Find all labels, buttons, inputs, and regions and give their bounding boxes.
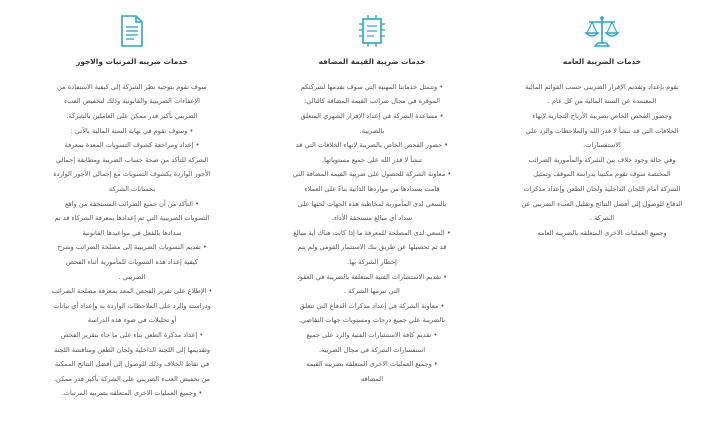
text-line: قامت بسدادها من مواردها الذاتية بناءً على العملاء bbox=[304, 185, 440, 194]
text-line: في نقاط الخلاف وذلك للوصول إلى أفضل النتائج الممكنة bbox=[54, 360, 210, 369]
text-line: • معاونة الشركة للحصول على ضريبة القيمة المضافة التي bbox=[292, 170, 452, 179]
text-line: قد تم تحصيلها عن طريق بنك الاستثمار القومي ولم يتم bbox=[297, 243, 447, 252]
text-line: • تقديم كافة الاستشارات الفنية والرد على جميع bbox=[306, 330, 438, 339]
text-line: الموقرة في مجال ضرائب القيمة المضافة كالتالي: bbox=[304, 97, 440, 106]
text-line: الاستفسارات. bbox=[583, 141, 621, 150]
text-line: الشركة للتأكد من صحة حساب الضريبة ومطابقة إجمالي bbox=[55, 155, 209, 164]
text-line: كيفية إعداد هذه التسويات للمأمورية أثناء الفحص bbox=[66, 258, 198, 266]
text-line: الأجور الواردة بكشوف التسويات مع إجمالي الأجور الواردة bbox=[53, 170, 211, 179]
text-line: وجميع العمليات الاخرى المتعلقه بالضريبه العامه bbox=[537, 228, 667, 237]
text-line: استفسارات الشركة في مجال الضريبة. bbox=[318, 345, 426, 354]
text-line: التسويات الضريبية التي تم إعدادها بمعرفة الشركاء قد تم bbox=[54, 214, 210, 223]
text-line: • مساعدة الشركة في إعداد الإقرار الشهري المتعلق bbox=[300, 112, 444, 121]
text-line: تنشأ لا قدر الله على جميع مستوياتها. bbox=[321, 155, 423, 164]
text-line: الدفاع للوصول إلى أفضل النتائج وتقليل العبء الضريبي عن bbox=[521, 199, 683, 208]
text-line: الضريبي . bbox=[118, 272, 146, 281]
vat-lines bbox=[258, 80, 486, 386]
payroll-tax-services-column bbox=[14, 14, 250, 401]
text-line: بالسعي لدى المأمورية لمخاطبة هذه الجهات لحثها على bbox=[297, 199, 447, 208]
text-line: • وسوف نقوم في نهاية السنة المالية بالآتي : bbox=[70, 126, 194, 135]
text-line: • وتتمثل خدماتنا المهنية التي سوف نقدمها لشركتكم bbox=[300, 82, 444, 91]
text-line: • التأكد من أن جميع الضرائب المستحقة من واقع bbox=[65, 199, 199, 208]
general-tax-title: خدمات الضريبة العامه bbox=[562, 57, 642, 66]
text-line: • إعداد مذكرة الطعن بناء على ما جاء بتقرير الفحص bbox=[60, 330, 204, 339]
text-line: الشركة . bbox=[589, 214, 615, 223]
document-icon bbox=[119, 14, 145, 48]
vat-services-column bbox=[258, 14, 486, 386]
text-line: وفي حالة وجود خلاف بين الشركة والمأمورية الضرائب bbox=[528, 155, 676, 164]
text-line: بالضريبة. bbox=[359, 126, 385, 135]
text-line: • وجميع العمليات الاخرى المتعلقه بضريبه القيمه bbox=[306, 360, 438, 369]
text-line: وتقديمها إلى اللجنة الداخلية ولجان الطعن ومناقشة اللجنة bbox=[53, 345, 211, 354]
text-line: المعتمدة عن السنة المالية من كل عام . bbox=[547, 97, 657, 106]
text-line: • الإطلاع على تقرير الفحص المعد بمعرفة مصلحة الضرائب bbox=[51, 287, 213, 296]
text-line: • تقديم الاستشارات الفنية المتعلقة بالضريبة في العقود bbox=[296, 272, 448, 281]
text-line: من تخفيض العبء الضريبي على الشركة بأكبر قدر ممكن. bbox=[53, 374, 211, 383]
text-line: التي تبرمها الشركة . bbox=[344, 287, 400, 296]
text-line: • حضور الفحص الخاص بالضريبة لإنهاء الخلافات التي قد bbox=[295, 141, 449, 150]
text-line: إخطار الشركة بها. bbox=[347, 258, 397, 266]
text-line: سدادها بالفعل في مواعيدها القانونية bbox=[82, 228, 182, 237]
text-line: الشركة أمام اللجان الداخلية ولجان الطعن وإعداد مذكرات bbox=[523, 185, 681, 194]
text-line: • تقديم التسويات الضريبية إلى مصلحة الضرائب وشرح bbox=[57, 243, 207, 252]
text-line: الضريبي بأكبر قدر ممكن على العاملين بالشركة. bbox=[66, 112, 198, 121]
vat-title: خدمات ضريبة القيمة المضافه bbox=[318, 57, 426, 66]
general-tax-services-column bbox=[496, 14, 708, 240]
text-line: المختصة سوف تقوم مكتبنا بدراسة الموقف وتمثيل bbox=[533, 170, 671, 179]
general-tax-lines bbox=[496, 80, 708, 241]
text-line: ودراسته والرد على الملاحظات الواردة به وإعداد أي بيانات bbox=[53, 301, 211, 310]
text-line: • إعداد ومراجعة كشوف التسويات المعدة بمعرفة bbox=[64, 141, 200, 150]
text-line: بحسابات الشركة bbox=[108, 185, 156, 194]
text-line: وحضور الفحص الخاص بضريبة الأرباح التجارية لإنهاء bbox=[532, 112, 672, 121]
payroll-tax-title: خدمات ضريبه المرتبات والاجور bbox=[76, 57, 188, 66]
text-line: المضافه bbox=[360, 374, 384, 383]
scales-of-justice-icon bbox=[584, 14, 620, 48]
text-line: • وجميع العمليات الاخرى المتعلقه بضريبه المرتبات. bbox=[61, 389, 203, 398]
text-line: الإعفاءات الضريبية والقانونية وذلك لتخفيض العبء bbox=[64, 97, 200, 106]
text-line: • السعي لدى المصلحة للمعرفة ما إذا كانت هناك أية مبالغ bbox=[293, 228, 451, 237]
text-line: بالضريبة علي جميع درجات ومستويات جهات التقاضي. bbox=[298, 316, 446, 325]
text-line: • معاونة الشركة في إعداد مذكرات الدفاع التي تتعلق bbox=[299, 301, 445, 310]
text-line: سداد أي مبالغ مستحقة الأداء. bbox=[331, 214, 413, 223]
text-line: أو تحليلات في ضوء هذه الدراسة bbox=[87, 316, 177, 325]
text-line: سوف نقوم بتوجيه نظر الشركة إلى كيفية الاستفادة من bbox=[57, 82, 207, 91]
text-line: الخلافات التي قد تنشأ لا قدر الله والملاحظات والرد علي bbox=[525, 126, 679, 135]
chip-document-icon bbox=[357, 14, 387, 48]
text-line: نقوم بإعداد وتقديم الإقرار الضريبي حسب القوائم المالية bbox=[525, 82, 679, 91]
payroll-tax-lines bbox=[14, 80, 250, 401]
